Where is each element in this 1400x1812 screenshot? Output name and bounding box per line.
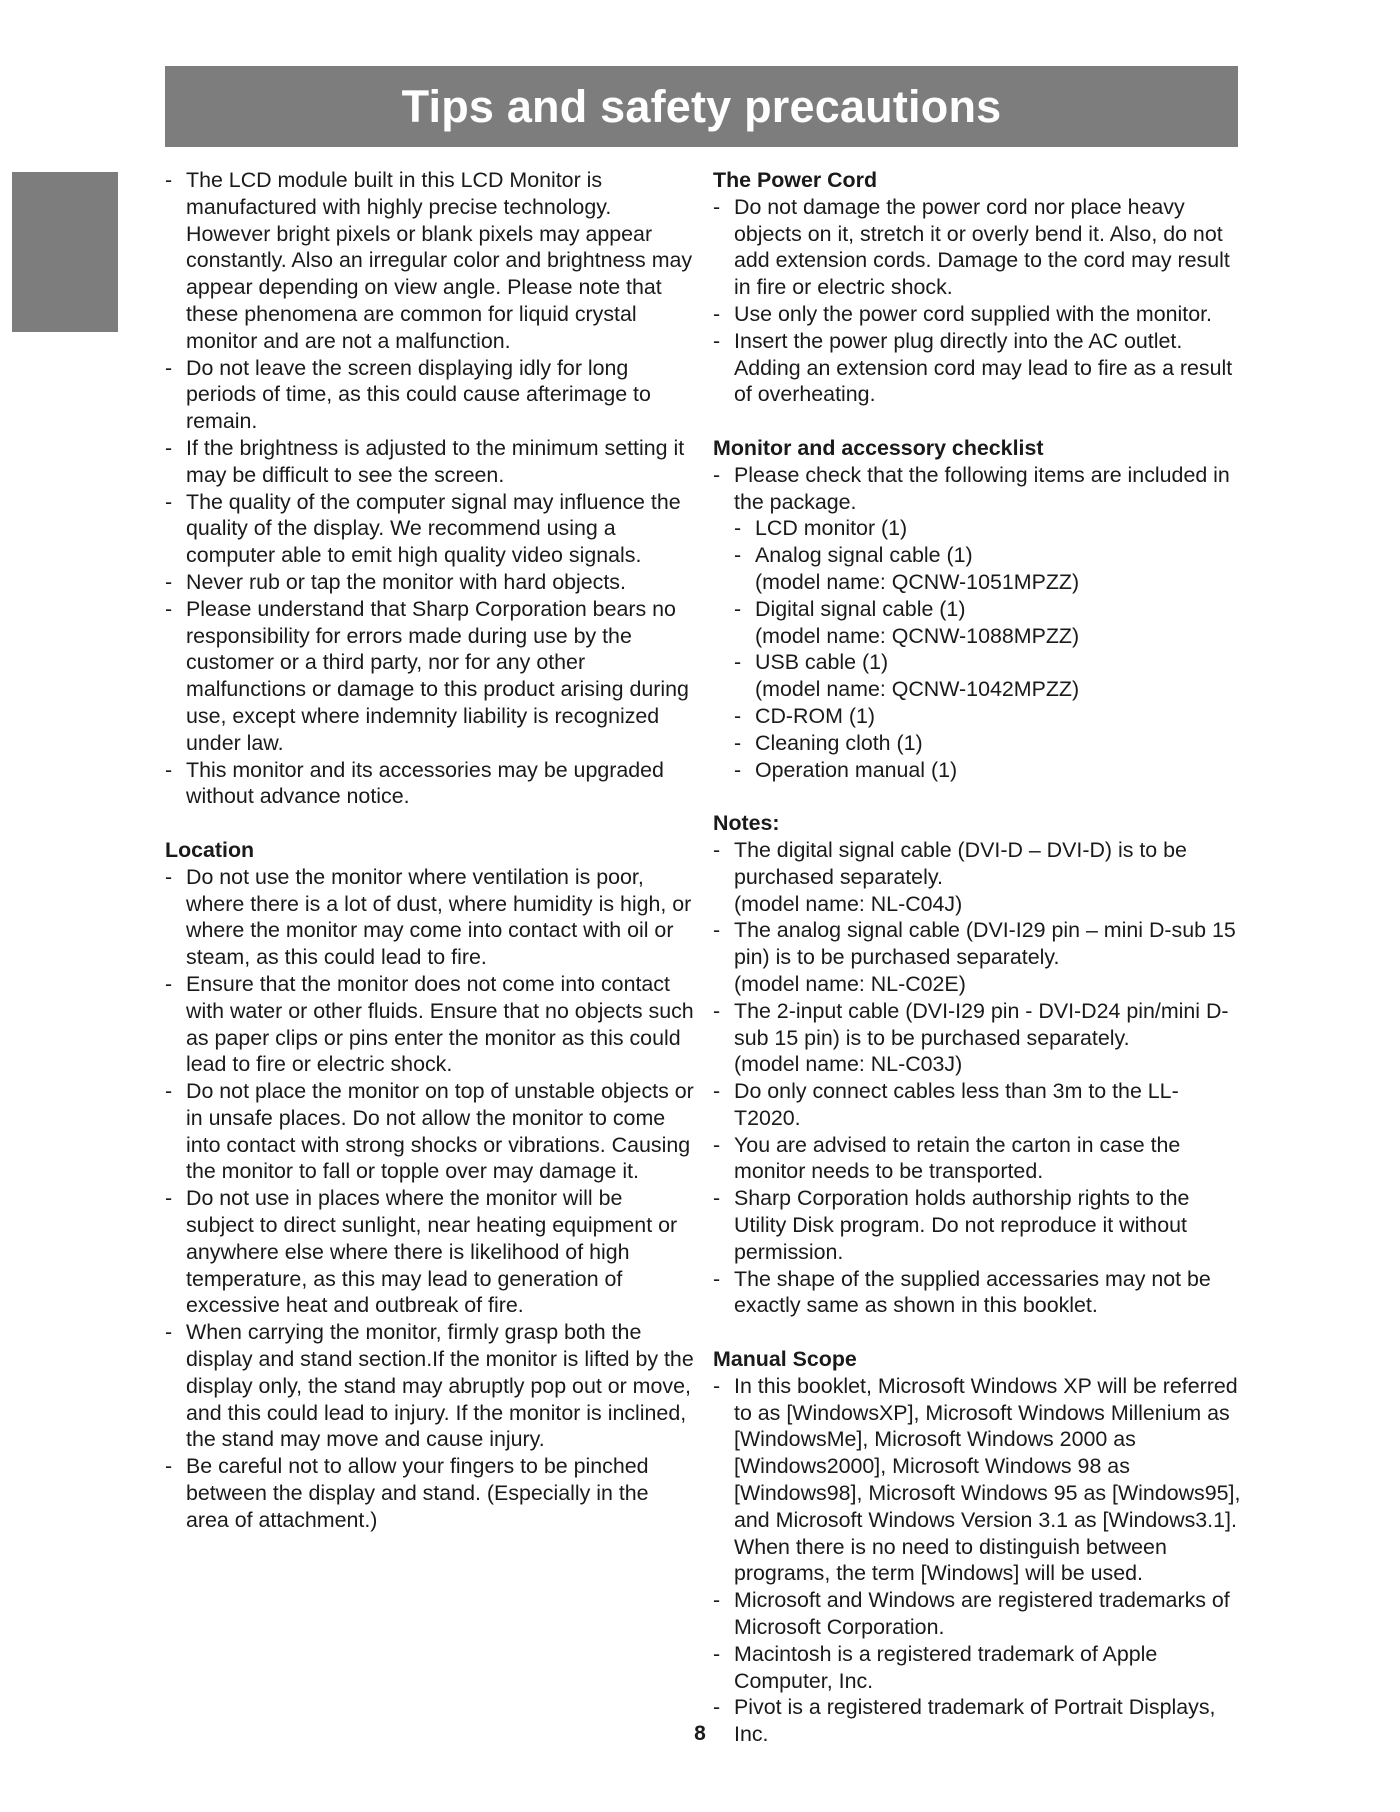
checklist-item — [734, 649, 1241, 703]
list-item: - Use only the power cord supplied with the monitor. — [713, 301, 1241, 328]
right-column — [713, 167, 1241, 1748]
notes-heading: Notes: — [713, 811, 780, 836]
note-text: - Sharp Corporation holds authorship rights to the Utility Disk program. Do not reproduce it without permission. — [734, 1186, 1190, 1264]
checklist-item-name: - Analog signal cable (1) — [755, 543, 973, 568]
checklist-item — [734, 515, 1241, 542]
checklist-items — [734, 515, 1241, 783]
checklist-item-name: - Cleaning cloth (1) — [755, 730, 923, 755]
checklist-item — [734, 703, 1241, 730]
manual-scope-list — [713, 1373, 1241, 1748]
location-heading: Location — [165, 837, 255, 862]
page-title: Tips and safety precautions — [401, 80, 1002, 132]
list-item: - Ensure that the monitor does not come into contact with water or other fluids. Ensure that no objects such as paper clips or pins enter the monitor as this could lead to fire or electric shock. — [165, 971, 695, 1078]
list-item: - Pivot is a registered trademark of Portrait Displays, Inc. — [713, 1694, 1241, 1748]
list-item: - Do not leave the screen displaying idly for long periods of time, as this could cause afterimage to remain. — [165, 355, 695, 435]
note-text: - The digital signal cable (DVI-D – DVI-D) is to be purchased separately. — [734, 837, 1187, 889]
note-model: (model name: NL-C03J) — [734, 1052, 963, 1077]
checklist-item — [734, 596, 1241, 650]
notes-list — [713, 837, 1241, 1319]
power-cord-list — [713, 194, 1241, 408]
list-item — [713, 462, 1241, 784]
list-item: - In this booklet, Microsoft Windows XP will be referred to as [WindowsXP], Microsoft Windows Millenium as [WindowsMe], Microsoft Windows 2000 as [Windows2000], Microsoft Windows 98 as [Windows98], Microsoft Windows 95 as [Windows95], and Microsoft Windows Version 3.1 as [Windows3.1]. When there is no need to distinguish between programs, the term [Windows] will be used. — [713, 1373, 1241, 1587]
note-text: - The analog signal cable (DVI-I29 pin – mini D-sub 15 pin) is to be purchased separately. — [734, 918, 1236, 970]
location-list — [165, 864, 695, 1534]
checklist-item-name: - Operation manual (1) — [755, 757, 958, 782]
checklist-item-model: (model name: QCNW-1042MPZZ) — [755, 677, 1080, 702]
list-item — [713, 1078, 1241, 1132]
list-item: - Do not use in places where the monitor will be subject to direct sunlight, near heating equipment or anywhere else where there is likelihood of high temperature, as this may lead to generation of excessive heat and outbreak of fire. — [165, 1185, 695, 1319]
checklist-heading: Monitor and accessory checklist — [713, 435, 1044, 460]
note-text: - The shape of the supplied accessaries may not be exactly same as shown in this booklet. — [734, 1266, 1211, 1318]
checklist-intro: - Please check that the following items are included in the package. — [734, 462, 1230, 514]
list-item — [713, 998, 1241, 1078]
page-number: 8 — [694, 1722, 706, 1745]
list-item: - Insert the power plug directly into the AC outlet. Adding an extension cord may lead to fire as a result of overheating. — [713, 328, 1241, 408]
list-item — [713, 917, 1241, 997]
checklist-item-name: - CD-ROM (1) — [755, 703, 876, 728]
checklist-list — [713, 462, 1241, 784]
list-item: - Do not damage the power cord nor place heavy objects on it, stretch it or overly bend it. Also, do not add extension cords. Damage to the cord may result in fire or electric shock. — [713, 194, 1241, 301]
list-item: - The quality of the computer signal may influence the quality of the display. We recommend using a computer able to emit high quality video signals. — [165, 489, 695, 569]
list-item: - The LCD module built in this LCD Monitor is manufactured with highly precise technology. However bright pixels or blank pixels may appear constantly. Also an irregular color and brightness may appear depending on view angle. Please note that these phenomena are common for liquid crystal monitor and are not a malfunction. — [165, 167, 695, 355]
list-item: - This monitor and its accessories may be upgraded without advance notice. — [165, 757, 695, 811]
left-column — [165, 167, 695, 1534]
list-item: - Microsoft and Windows are registered trademarks of Microsoft Corporation. — [713, 1587, 1241, 1641]
note-model: (model name: NL-C02E) — [734, 971, 966, 996]
checklist-item-model: (model name: QCNW-1051MPZZ) — [755, 569, 1080, 594]
note-text: - Do only connect cables less than 3m to the LL-T2020. — [734, 1079, 1179, 1130]
note-text: - You are advised to retain the carton in case the monitor needs to be transported. — [734, 1132, 1181, 1184]
checklist-item-name: - LCD monitor (1) — [755, 516, 908, 541]
list-item — [713, 1132, 1241, 1186]
note-model: (model name: NL-C04J) — [734, 891, 963, 916]
checklist-item — [734, 730, 1241, 757]
checklist-item-name: - Digital signal cable (1) — [755, 596, 966, 621]
list-item: - Do not use the monitor where ventilation is poor, where there is a lot of dust, where humidity is high, or where the monitor may come into contact with oil or steam, as this could lead to fire. — [165, 864, 695, 971]
power-cord-heading: The Power Cord — [713, 168, 878, 192]
list-item: - Be careful not to allow your fingers to be pinched between the display and stand. (Especially in the area of attachment.) — [165, 1453, 695, 1533]
checklist-item — [734, 757, 1241, 784]
list-item — [713, 837, 1241, 917]
general-precautions-list — [165, 167, 695, 810]
title-banner — [165, 66, 1238, 147]
checklist-item-name: - USB cable (1) — [755, 650, 889, 675]
checklist-item-model: (model name: QCNW-1088MPZZ) — [755, 623, 1080, 648]
list-item: - Macintosh is a registered trademark of Apple Computer, Inc. — [713, 1641, 1241, 1695]
list-item: - Please understand that Sharp Corporation bears no responsibility for errors made during use by the customer or a third party, nor for any other malfunctions or damage to this product arising during use, except where indemnity liability is recognized under law. — [165, 596, 695, 757]
list-item: - Never rub or tap the monitor with hard objects. — [165, 569, 695, 596]
list-item — [713, 1266, 1241, 1320]
list-item — [713, 1185, 1241, 1265]
manual-scope-heading: Manual Scope — [713, 1347, 857, 1372]
list-item: - If the brightness is adjusted to the minimum setting it may be difficult to see the screen. — [165, 435, 695, 489]
section-tab-marker — [12, 172, 118, 332]
checklist-item — [734, 542, 1241, 596]
list-item: - When carrying the monitor, firmly grasp both the display and stand section.If the monitor is lifted by the display only, the stand may abruptly pop out or move, and this could lead to injury. If the monitor is inclined, the stand may move and cause injury. — [165, 1319, 695, 1453]
list-item: - Do not place the monitor on top of unstable objects or in unsafe places. Do not allow the monitor to come into contact with strong shocks or vibrations. Causing the monitor to fall or topple over may damage it. — [165, 1078, 695, 1185]
note-text: - The 2-input cable (DVI-I29 pin - DVI-D24 pin/mini D-sub 15 pin) is to be purchased separately. — [734, 998, 1229, 1050]
